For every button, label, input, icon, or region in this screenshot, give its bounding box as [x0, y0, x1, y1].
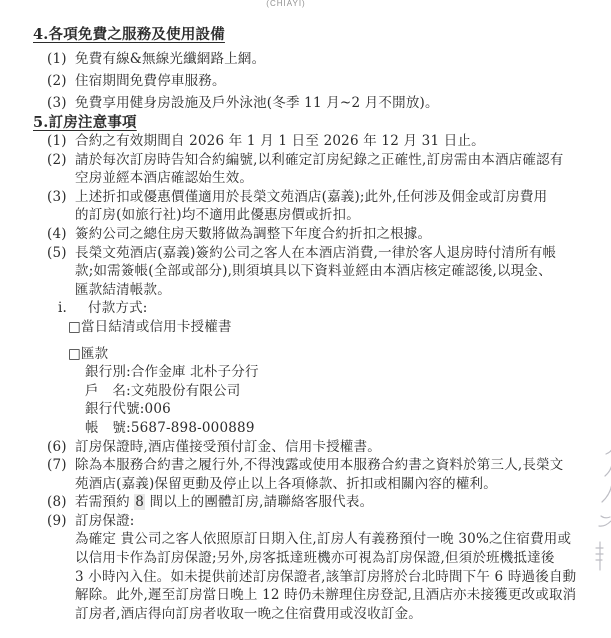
payment-method-label: 付款方式:	[88, 300, 148, 317]
item-number: (1)	[47, 51, 67, 67]
item-line: 除為本服務合約書之履行外,不得洩露或使用本服務合約書之資料於第三人,長榮文	[75, 457, 564, 474]
item-number: (3)	[47, 95, 67, 111]
bank-name-line: 銀行別:合作金庫 北朴子分行	[85, 364, 259, 381]
section5-heading: 5.訂房注意事項	[33, 114, 137, 131]
payment-method-row	[58, 299, 611, 318]
handwriting-marks	[592, 448, 611, 588]
account-name-line: 戶 名:文苑股份有限公司	[85, 382, 241, 399]
item-line: 免費有線&無線光纖網路上網。	[75, 51, 266, 67]
item-number: (8)	[47, 494, 67, 511]
account-number-line: 帳 號:5687-898-000889	[85, 419, 255, 436]
item-line: 住宿期間免費停車服務。	[75, 73, 226, 89]
item-number: (5)	[47, 244, 67, 261]
list-item	[0, 132, 611, 151]
item-number: (2)	[47, 73, 67, 89]
section5-list	[0, 132, 611, 623]
item-number: (4)	[47, 225, 67, 242]
list-item	[0, 188, 611, 225]
highlighted-number: 8	[135, 494, 145, 511]
item-number: (6)	[47, 438, 67, 455]
list-item	[0, 244, 611, 300]
list-item	[0, 92, 611, 114]
item-line: 免費享用健身房設施及戶外泳池(冬季 11 月~2 月不開放)。	[75, 95, 439, 111]
item-line: 簽約公司之總住房天數將做為調整下年度合約折扣之根據。	[75, 225, 432, 242]
checkbox-option-remittance: □匯款	[68, 345, 109, 362]
section4-list	[0, 48, 611, 114]
section4-heading: 4.各項免費之服務及使用設備	[33, 26, 225, 43]
list-item	[0, 70, 611, 92]
sublist-roman-numeral: i.	[58, 300, 68, 317]
list-item	[0, 438, 611, 457]
paragraph-line: 3 小時內入住。如未提供前述訂房保證者,該筆訂房將於台北時間下午 6 時過後自動	[75, 568, 577, 585]
list-item	[0, 48, 611, 70]
list-item	[0, 225, 611, 244]
hotel-logo-text: (CHIAYI)	[266, 0, 306, 8]
paragraph-line: 解除。此外,遲至訂房當日晚上 12 時仍未辦理住房登記,且酒店亦未接獲更改或取消	[75, 587, 577, 604]
document-body	[0, 26, 611, 623]
blank-line	[0, 337, 611, 345]
paragraph-line: 以信用卡作為訂房保證;另外,房客抵達班機亦可視為訂房保證,但須於班機抵達後	[75, 550, 555, 567]
item-text-suffix: 間以上的團體訂房,請聯絡客服代表。	[145, 494, 374, 511]
item-line: 匯款結清帳款。	[75, 281, 171, 298]
list-item	[0, 493, 611, 512]
list-item	[0, 456, 611, 493]
item-line: 訂房保證:	[75, 512, 135, 529]
item-line: 上述折扣或優惠價僅適用於長榮文苑酒店(嘉義);此外,任何涉及佣金或訂房費用	[75, 188, 548, 205]
item-number: (1)	[47, 133, 67, 149]
item-line: 空房並經本酒店確認始生效。	[75, 170, 254, 187]
item-line: 的訂房(如旅行社)均不適用此優惠房價或折扣。	[75, 207, 360, 224]
paragraph-line: 訂房者,酒店得向訂房者收取一晚之住宿費用或沒收訂金。	[75, 605, 422, 622]
item-text-prefix: 若需預約	[75, 494, 135, 511]
item-line	[75, 493, 611, 512]
item-line: 長榮文苑酒店(嘉義)簽約公司之客人在本酒店消費,一律於客人退房時付清所有帳	[75, 244, 557, 261]
list-item	[0, 512, 611, 531]
item-number: (3)	[47, 188, 67, 205]
item-line: 苑酒店(嘉義)保留更動及停止以上各項條款、折扣或相關內容的權利。	[75, 475, 497, 492]
paragraph-line: 為確定 貴公司之客人依照原訂日期入住,訂房人有義務預付一晚 30%之住宿費用或	[75, 531, 572, 548]
checkbox-option-same-day-settlement: □當日結清或信用卡授權書	[68, 318, 232, 335]
item-number: (7)	[47, 457, 67, 474]
item-number: (2)	[47, 151, 67, 168]
item-line: 款;如需簽帳(全部或部分),則須填具以下資料並經由本酒店核定確認後,以現金、	[75, 263, 552, 280]
item-line: 請於每次訂房時告知合約編號,以利確定訂房紀錄之正確性,訂房需由本酒店確認有	[75, 151, 564, 168]
list-item	[0, 151, 611, 188]
item-line: 訂房保證時,酒店僅接受預付訂金、信用卡授權書。	[75, 438, 381, 455]
bank-code-line: 銀行代號:006	[85, 401, 171, 418]
item-line: 合約之有效期間自 2026 年 1 月 1 日至 2026 年 12 月 31 日止。	[75, 133, 485, 149]
item-number: (9)	[47, 512, 67, 529]
